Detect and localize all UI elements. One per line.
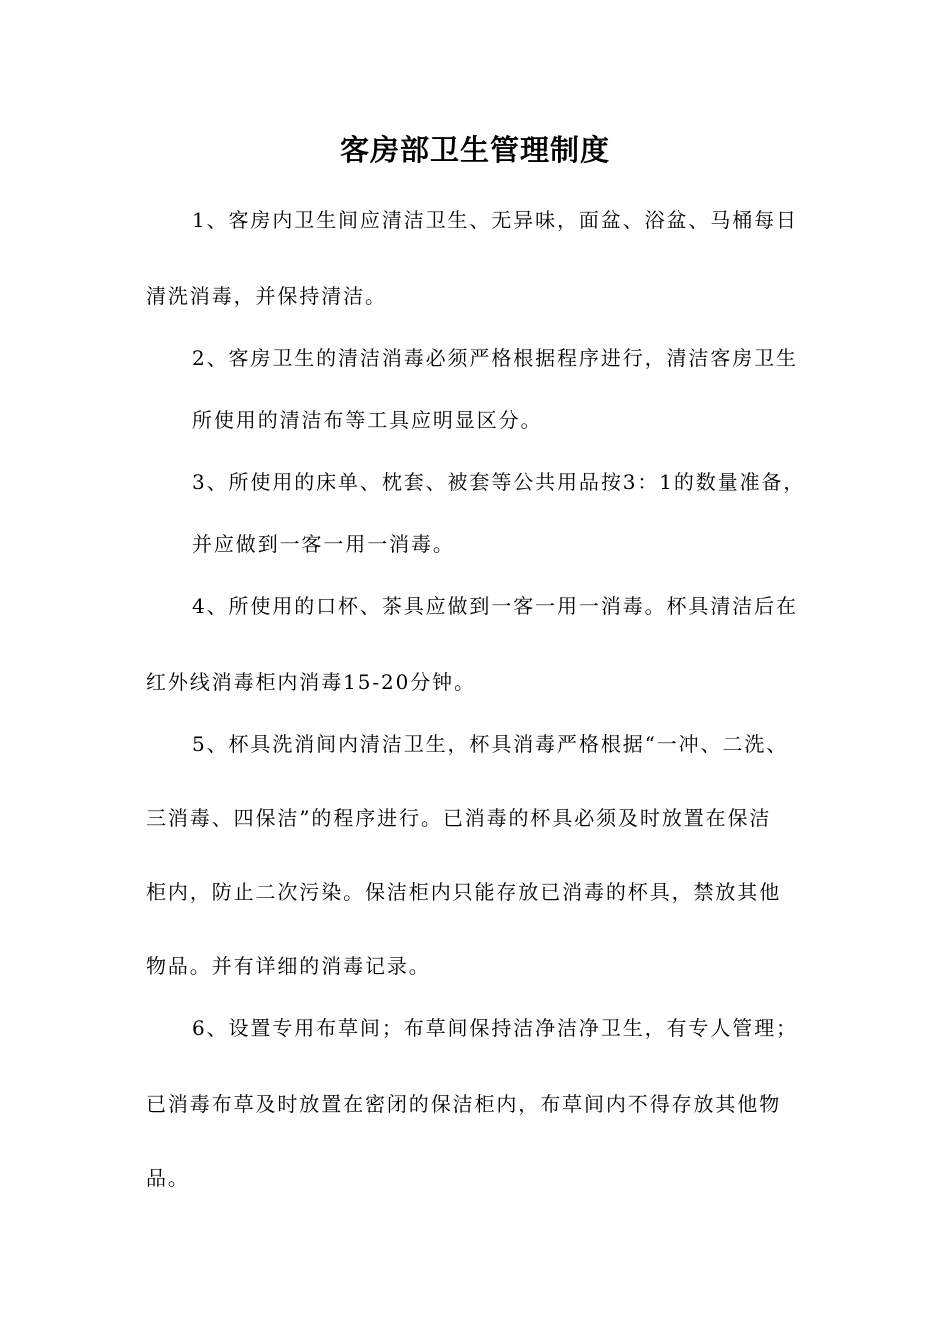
- paragraph-line: 柜内，防止二次污染。保洁柜内只能存放已消毒的杯具，禁放其他: [146, 880, 782, 904]
- paragraph-line: 3、所使用的床单、枕套、被套等公共用品按3：1的数量准备，: [192, 470, 806, 494]
- paragraph-line: 清洗消毒，并保持清洁。: [146, 284, 387, 308]
- paragraph-line: 物品。并有详细的消毒记录。: [146, 954, 431, 978]
- paragraph-line: 红外线消毒柜内消毒15-20分钟。: [146, 670, 476, 694]
- paragraph-line: 所使用的清洁布等工具应明显区分。: [192, 408, 543, 432]
- paragraph-line: 4、所使用的口杯、茶具应做到一客一用一消毒。杯具清洁后在: [192, 594, 798, 618]
- paragraph-line: 已消毒布草及时放置在密闭的保洁柜内，布草间内不得存放其他物: [146, 1092, 782, 1116]
- paragraph-line: 1、客房内卫生间应清洁卫生、无异味，面盆、浴盆、马桶每日: [192, 208, 798, 232]
- paragraph-line: 品。: [146, 1166, 190, 1190]
- paragraph-line: 6、设置专用布草间；布草间保持洁净洁净卫生，有专人管理；: [192, 1016, 798, 1040]
- paragraph-line: 三消毒、四保洁”的程序进行。已消毒的杯具必须及时放置在保洁: [146, 806, 772, 830]
- paragraph-line: 2、客房卫生的清洁消毒必须严格根据程序进行，清洁客房卫生: [192, 346, 798, 370]
- document-title: 客房部卫生管理制度: [339, 133, 610, 167]
- paragraph-line: 并应做到一客一用一消毒。: [192, 532, 455, 556]
- paragraph-line: 5、杯具洗消间内清洁卫生，杯具消毒严格根据“一冲、二洗、: [192, 732, 789, 756]
